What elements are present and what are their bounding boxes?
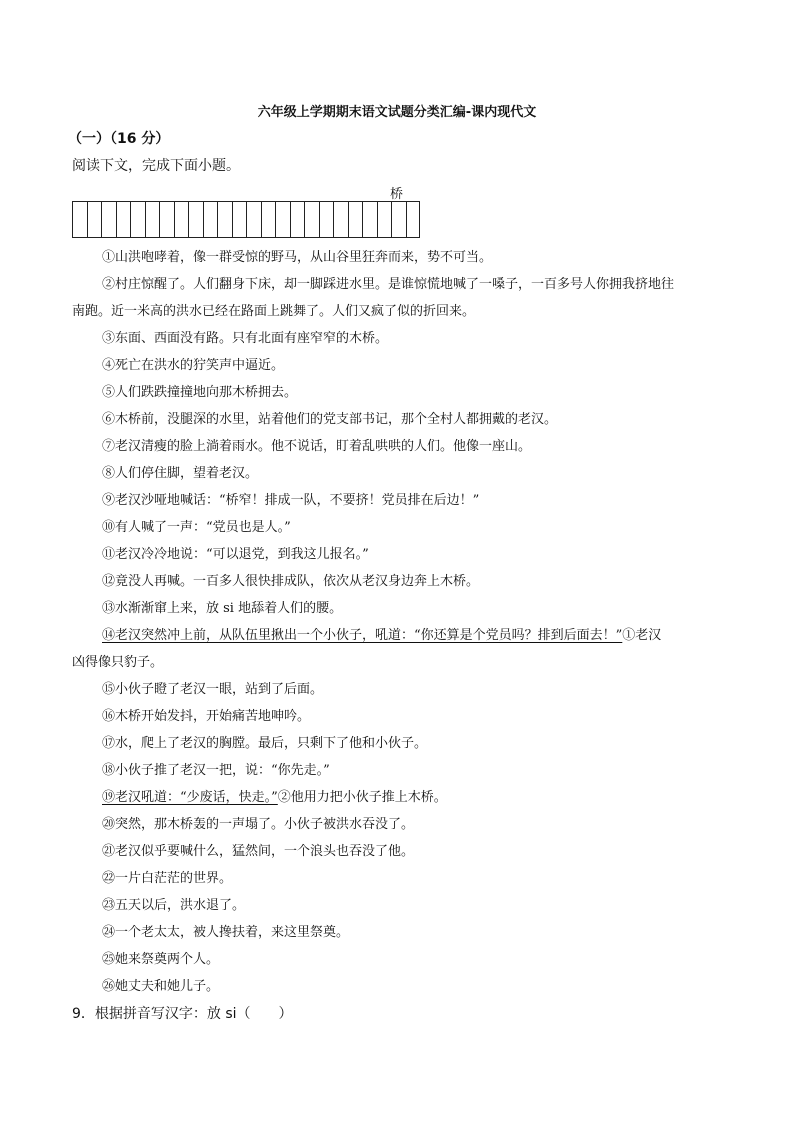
paragraph-6: ⑥木桥前，没腿深的水里，站着他们的党支部书记，那个全村人都拥戴的老汉。 xyxy=(102,412,558,427)
paragraph-19 xyxy=(72,784,722,811)
section-heading: （一）（16 分） xyxy=(68,131,170,147)
paragraph-9: ⑨老汉沙哑地喊话：“桥窄！排成一队，不要挤！党员排在后边！” xyxy=(102,493,480,508)
paragraph-23: ㉓五天以后，洪水退了。 xyxy=(102,898,246,913)
reading-instruction: 阅读下文，完成下面小题。 xyxy=(72,158,240,174)
paragraph-26: ㉖她丈夫和她儿子。 xyxy=(102,979,220,994)
paragraph-11: ⑪老汉冷冷地说：“可以退党，到我这儿报名。” xyxy=(102,547,369,562)
paragraph-21: ㉑老汉似乎要喊什么，猛然间，一个浪头也吞没了他。 xyxy=(102,844,415,859)
paragraph-3: ③东面、西面没有路。只有北面有座窄窄的木桥。 xyxy=(102,331,389,346)
paragraph-14: ⑭老汉突然冲上前，从队伍里揪出一个小伙子，吼道：“你还算是个党员吗？排到后面去！”①老汉 凶得像只豹子。 xyxy=(72,628,662,670)
paragraph-8: ⑧人们停住脚，望着老汉。 xyxy=(102,466,259,481)
paragraph-16: ⑯木桥开始发抖，开始痛苦地呻吟。 xyxy=(102,709,311,724)
paragraph-2: ②村庄惊醒了。人们翻身下床，却一脚踩进水里。是谁惊慌地喊了一嗓子，一百多号人你拥我挤地往 南跑。近一米高的洪水已经在路面上跳舞了。人们又疯了似的折回来。 xyxy=(72,277,675,319)
paragraph-10: ⑩有人喊了一声：“党员也是人。” xyxy=(102,520,291,535)
paragraph-7: ⑦老汉清瘦的脸上淌着雨水。他不说话，盯着乱哄哄的人们。他像一座山。 xyxy=(102,439,532,454)
question-9: 9．根据拼音写汉字：放 si（ ） xyxy=(72,1006,293,1022)
paragraph-5: ⑤人们跌跌撞撞地向那木桥拥去。 xyxy=(102,385,298,400)
paragraph-17: ⑰水，爬上了老汉的胸膛。最后，只剩下了他和小伙子。 xyxy=(102,736,428,751)
paragraph-15: ⑮小伙子瞪了老汉一眼，站到了后面。 xyxy=(102,682,324,697)
underlined-sentence-2: ⑲老汉吼道：“少废话，快走。” xyxy=(102,790,278,805)
paragraph-24: ㉔一个老太太，被人搀扶着，来这里祭奠。 xyxy=(102,925,350,940)
paragraph-4: ④死亡在洪水的狞笑声中逼近。 xyxy=(102,358,285,373)
annotation-marker-1: ①老汉 xyxy=(622,628,662,643)
document-title: 六年级上学期期末语文试题分类汇编-课内现代文 xyxy=(257,105,537,120)
underlined-sentence-1: ⑭老汉突然冲上前，从队伍里揪出一个小伙子，吼道：“你还算是个党员吗？排到后面去！” xyxy=(102,628,623,643)
paragraph-12: ⑫竟没人再喊。一百多人很快排成队，依次从老汉身边奔上木桥。 xyxy=(102,574,480,589)
story-title: 桥 xyxy=(390,187,404,202)
paragraph-1: ①山洪咆哮着，像一群受惊的野马，从山谷里狂奔而来，势不可当。 xyxy=(102,250,493,265)
paragraph-22: ㉒一片白茫茫的世界。 xyxy=(102,871,233,886)
paragraph-25: ㉕她来祭奠两个人。 xyxy=(102,952,220,967)
paragraph-13: ⑬水渐渐窜上来，放 si 地舔着人们的腰。 xyxy=(102,601,343,616)
writing-grid xyxy=(72,201,420,238)
paragraph-20: ⑳突然，那木桥轰的一声塌了。小伙子被洪水吞没了。 xyxy=(102,817,415,832)
annotation-marker-2: ②他用力把小伙子推上木桥。 xyxy=(277,790,447,805)
paragraph-18: ⑱小伙子推了老汉一把，说：“你先走。” xyxy=(102,763,330,778)
